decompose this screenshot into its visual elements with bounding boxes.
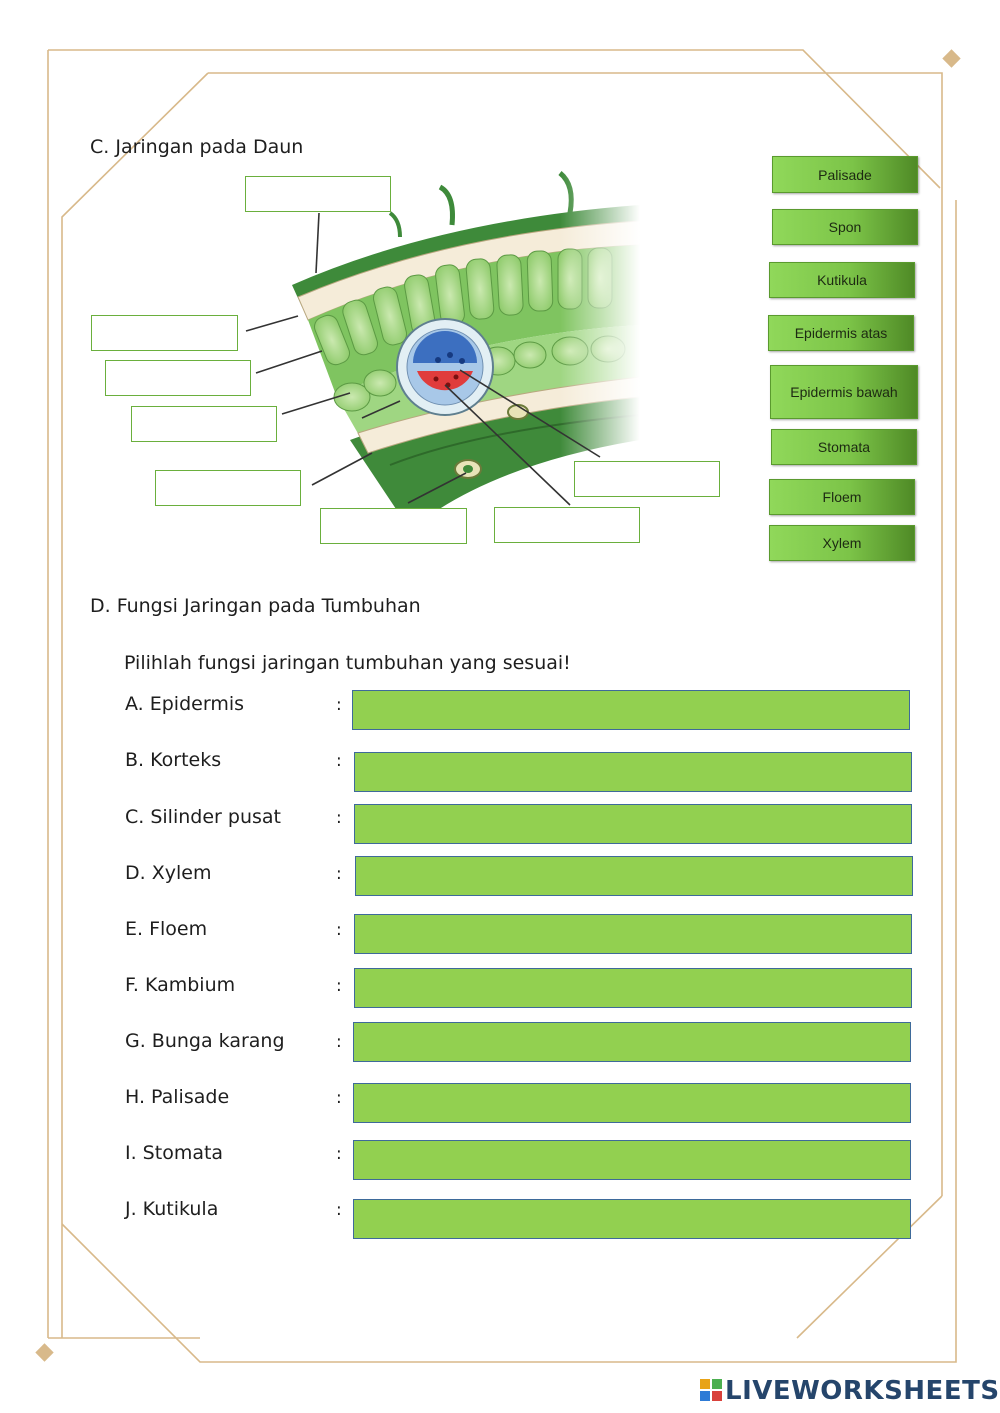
diagram-drop-box-1[interactable]: [245, 176, 391, 212]
function-label-floem: E. Floem: [125, 918, 208, 940]
function-label-palisade: H. Palisade: [125, 1086, 230, 1108]
drag-tile-epidermis-atas[interactable]: Epidermis atas: [768, 315, 914, 351]
answer-field-kutikula[interactable]: [353, 1199, 911, 1239]
diagram-drop-box-4[interactable]: [131, 406, 277, 442]
liveworksheets-logo: [700, 1376, 1000, 1406]
drag-tile-palisade[interactable]: Palisade: [772, 156, 918, 193]
colon: :: [336, 1200, 342, 1220]
drag-tile-xylem[interactable]: Xylem: [769, 525, 915, 561]
diagram-drop-box-2[interactable]: [91, 315, 238, 351]
function-label-korteks: B. Korteks: [125, 749, 222, 771]
function-label-stomata: I. Stomata: [125, 1142, 224, 1164]
colon: :: [336, 1088, 342, 1108]
colon: :: [336, 751, 342, 771]
function-label-silinder-pusat: C. Silinder pusat: [125, 806, 281, 828]
section-c-title: C. Jaringan pada Daun: [90, 136, 304, 158]
diagram-drop-box-7[interactable]: [494, 507, 640, 543]
answer-field-bunga-karang[interactable]: [353, 1022, 911, 1062]
function-label-epidermis: A. Epidermis: [125, 693, 245, 715]
answer-field-floem[interactable]: [354, 914, 912, 954]
instruction-text: Pilihlah fungsi jaringan tumbuhan yang sesuai!: [124, 652, 571, 674]
colon: :: [336, 1144, 342, 1164]
answer-field-kambium[interactable]: [354, 968, 912, 1008]
colon: :: [336, 976, 342, 996]
colon: :: [336, 695, 342, 715]
drag-tile-spon[interactable]: Spon: [772, 209, 918, 245]
diagram-drop-box-8[interactable]: [574, 461, 720, 497]
diagram-drop-box-6[interactable]: [320, 508, 467, 544]
drag-tile-epidermis-bawah[interactable]: Epidermis bawah: [770, 365, 918, 419]
answer-field-palisade[interactable]: [353, 1083, 911, 1123]
section-d-title: D. Fungsi Jaringan pada Tumbuhan: [90, 595, 421, 617]
drag-tile-stomata[interactable]: Stomata: [771, 429, 917, 465]
answer-field-epidermis[interactable]: [352, 690, 910, 730]
function-label-xylem: D. Xylem: [125, 862, 212, 884]
colon: :: [336, 920, 342, 940]
drag-tile-floem[interactable]: Floem: [769, 479, 915, 515]
colon: :: [336, 1032, 342, 1052]
answer-field-xylem[interactable]: [355, 856, 913, 896]
liveworksheets-brand-text: LIVEWORKSHEETS: [725, 1376, 1000, 1406]
liveworksheets-logo-icon: [700, 1378, 722, 1400]
diagram-drop-box-3[interactable]: [105, 360, 251, 396]
answer-field-korteks[interactable]: [354, 752, 912, 792]
answer-field-silinder-pusat[interactable]: [354, 804, 912, 844]
colon: :: [336, 864, 342, 884]
function-label-kutikula: J. Kutikula: [125, 1198, 219, 1220]
function-label-kambium: F. Kambium: [125, 974, 236, 996]
answer-field-stomata[interactable]: [353, 1140, 911, 1180]
diagram-drop-box-5[interactable]: [155, 470, 301, 506]
drag-tile-kutikula[interactable]: Kutikula: [769, 262, 915, 298]
colon: :: [336, 808, 342, 828]
function-label-bunga-karang: G. Bunga karang: [125, 1030, 285, 1052]
